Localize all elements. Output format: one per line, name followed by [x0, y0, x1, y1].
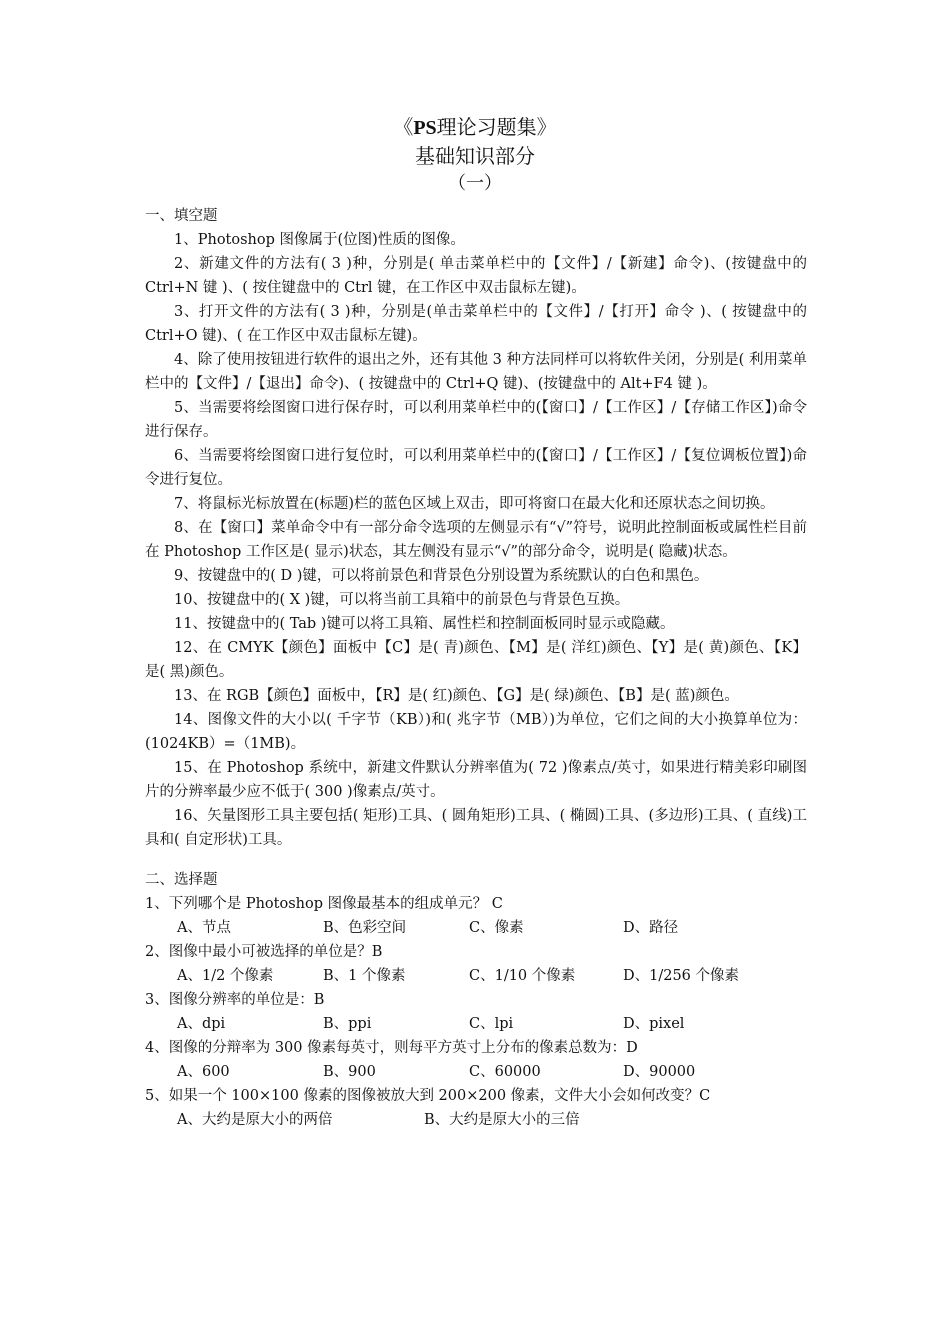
- document-part: （一）: [448, 173, 502, 194]
- fill-item: 9、按键盘中的( D )键，可以将前景色和背景色分别设置为系统默认的白色和黑色。: [174, 568, 709, 584]
- option-a: A、大约是原大小的两倍: [177, 1112, 333, 1128]
- choice-options: [145, 1060, 807, 1084]
- option-b: B、ppi: [323, 1016, 372, 1032]
- choice-question: 4、图像的分辩率为 300 像素每英寸，则每平方英寸上分布的像素总数为：D: [145, 1040, 638, 1056]
- fill-item: 12、在 CMYK【颜色】面板中【C】是( 青)颜色、【M】是( 洋红)颜色、【Y】是( 黄)颜色、【K】是( 黑)颜色。: [145, 640, 807, 680]
- option-a: A、1/2 个像素: [177, 968, 274, 984]
- section-heading: 一、填空题: [145, 208, 218, 224]
- choice-options: [145, 964, 807, 988]
- fill-item: 2、新建文件的方法有( 3 )种，分别是( 单击菜单栏中的【文件】/【新建】命令)、(按键盘中的 Ctrl+N 键 )、( 按住键盘中的 Ctrl 键，在工作区中双击鼠标左键)。: [145, 256, 807, 296]
- option-a: A、节点: [177, 920, 231, 936]
- option-d: D、90000: [623, 1064, 696, 1080]
- option-a: A、dpi: [177, 1016, 226, 1032]
- fill-item: 3、打开文件的方法有( 3 )种，分别是(单击菜单栏中的【文件】/【打开】命令 )、( 按键盘中的 Ctrl+O 键)、( 在工作区中双击鼠标左键)。: [145, 304, 807, 344]
- section-fill-in: [145, 204, 807, 852]
- fill-item: 7、将鼠标光标放置在(标题)栏的蓝色区域上双击，即可将窗口在最大化和还原状态之间切换。: [174, 496, 775, 512]
- section-heading: 二、选择题: [145, 872, 218, 888]
- option-c: C、60000: [469, 1064, 541, 1080]
- option-d: D、路径: [623, 920, 679, 936]
- fill-item: 1、Photoshop 图像属于(位图)性质的图像。: [174, 232, 465, 248]
- option-a: A、600: [177, 1064, 230, 1080]
- option-c: C、1/10 个像素: [469, 968, 576, 984]
- option-b: B、色彩空间: [323, 920, 407, 936]
- choice-question: 1、下列哪个是 Photoshop 图像最基本的组成单元？ C: [145, 896, 503, 912]
- title-rest: 理论习题集》: [436, 115, 557, 139]
- fill-item: 16、矢量图形工具主要包括( 矩形)工具、( 圆角矩形)工具、( 椭圆)工具、(多边形)工具、( 直线)工具和( 自定形状)工具。: [145, 808, 807, 848]
- document-subtitle: 基础知识部分: [415, 144, 535, 168]
- title-prefix: 《: [393, 115, 414, 139]
- fill-item: 10、按键盘中的( X )键，可以将当前工具箱中的前景色与背景色互换。: [174, 592, 630, 608]
- option-d: D、1/256 个像素: [623, 968, 740, 984]
- document-body: [145, 204, 807, 1132]
- option-c: C、像素: [469, 920, 524, 936]
- choice-question: 3、图像分辨率的单位是：B: [145, 992, 325, 1008]
- fill-item: 5、当需要将绘图窗口进行保存时，可以利用菜单栏中的(【窗口】/【工作区】/【存储工作区】)命令进行保存。: [145, 400, 807, 440]
- option-b: B、1 个像素: [323, 968, 406, 984]
- fill-item: 15、在 Photoshop 系统中，新建文件默认分辨率值为( 72 )像素点/英寸，如果进行精美彩印刷图片的分辨率最少应不低于( 300 )像素点/英寸。: [145, 760, 807, 800]
- choice-question: 5、如果一个 100×100 像素的图像被放大到 200×200 像素，文件大小会如何改变？C: [145, 1088, 711, 1104]
- choice-question: 2、图像中最小可被选择的单位是？B: [145, 944, 383, 960]
- fill-item: 13、在 RGB【颜色】面板中，【R】是( 红)颜色、【G】是( 绿)颜色、【B】是( 蓝)颜色。: [174, 688, 739, 704]
- fill-item: 14、图像文件的大小以( 千字节（KB）)和( 兆字节（MB）)为单位，它们之间的大小换算单位为：(1024KB）=（1MB)。: [145, 712, 807, 752]
- option-b: B、大约是原大小的三倍: [424, 1112, 580, 1128]
- option-c: C、lpi: [469, 1016, 514, 1032]
- title-bold: PS: [413, 117, 437, 139]
- choice-options: [145, 1108, 807, 1132]
- fill-item: 4、除了使用按钮进行软件的退出之外，还有其他 3 种方法同样可以将软件关闭，分别是( 利用菜单栏中的【文件】/【退出】命令)、( 按键盘中的 Ctrl+Q 键)、(按键盘中的 Alt+F4 键 )。: [145, 352, 807, 392]
- option-b: B、900: [323, 1064, 376, 1080]
- fill-item: 8、在【窗口】菜单命令中有一部分命令选项的左侧显示有“√”符号，说明此控制面板或属性栏目前在 Photoshop 工作区是( 显示)状态，其左侧没有显示“√”的部分命令，说明是( 隐藏)状态。: [145, 520, 807, 560]
- document-title: [0, 114, 950, 141]
- choice-options: [145, 916, 807, 940]
- fill-item: 11、按键盘中的( Tab )键可以将工具箱、属性栏和控制面板同时显示或隐藏。: [174, 616, 675, 632]
- section-choice: [145, 868, 807, 1132]
- fill-item: 6、当需要将绘图窗口进行复位时，可以利用菜单栏中的(【窗口】/【工作区】/【复位调板位置】)命令进行复位。: [145, 448, 807, 488]
- option-d: D、pixel: [623, 1016, 685, 1032]
- choice-options: [145, 1012, 807, 1036]
